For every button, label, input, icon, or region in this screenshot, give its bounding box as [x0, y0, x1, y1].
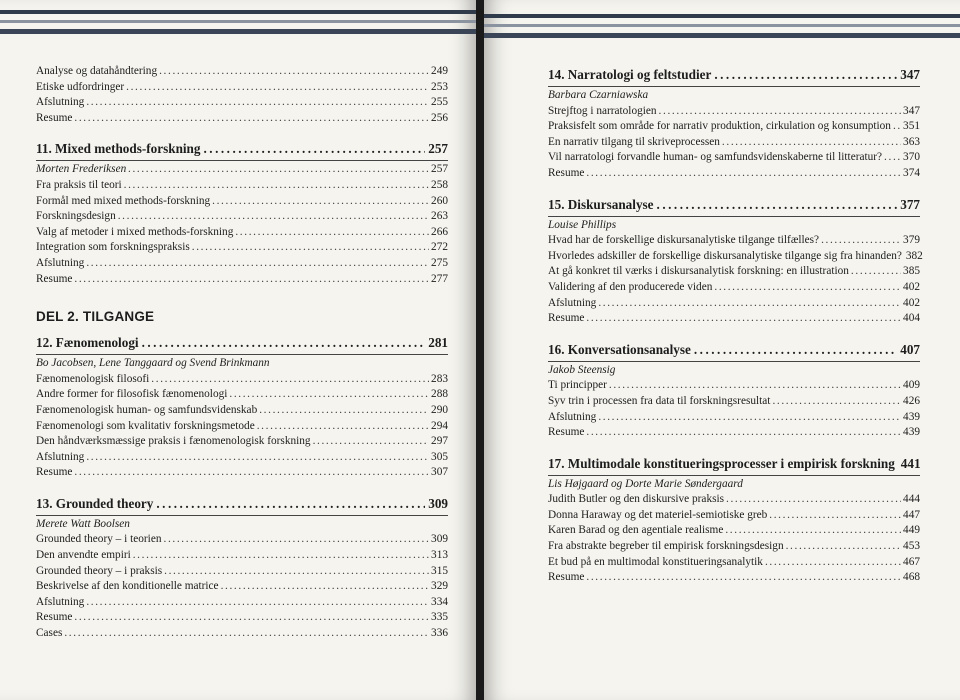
chapter-author [36, 160, 448, 178]
book-gutter [476, 0, 484, 700]
chapter-block [548, 196, 923, 327]
table-of-contents-left [36, 64, 448, 642]
dot-leader [694, 341, 897, 359]
chapter-heading [36, 140, 448, 158]
dot-leader [586, 570, 901, 586]
chapter-block [548, 455, 920, 586]
entry-title: Donna Haraway og det materiel-semiotiske greb [548, 508, 768, 521]
dot-leader [86, 450, 429, 466]
toc-entry [548, 508, 920, 524]
entry-page: 379 [903, 234, 920, 247]
entry-page: 363 [903, 135, 920, 148]
chapter-page: 347 [900, 67, 920, 82]
dot-leader [598, 296, 901, 312]
entry-title: Fra abstrakte begreber til empirisk forskningsdesign [548, 540, 784, 553]
dot-leader [86, 95, 429, 111]
entry-page: 374 [903, 166, 920, 179]
toc-entry [548, 311, 920, 327]
toc-entry [548, 166, 920, 182]
entry-title: Ti principper [548, 379, 607, 392]
entry-page: 335 [431, 611, 448, 624]
entry-page: 404 [903, 312, 920, 325]
entry-title: Strejftog i narratologien [548, 104, 657, 117]
entry-title: Grounded theory – i teorien [36, 533, 162, 546]
toc-entry [36, 111, 448, 127]
entry-title: Afslutning [548, 410, 597, 423]
dot-leader [598, 410, 901, 426]
toc-entry [548, 150, 920, 166]
dot-leader [851, 264, 901, 280]
dot-leader [133, 548, 429, 564]
chapter-author: Bo Jacobsen, Lene Tanggaard og Svend Brinkmann [36, 354, 448, 372]
entry-page: 258 [431, 178, 448, 191]
chapter-heading [548, 341, 920, 359]
dot-leader [769, 508, 901, 524]
entry-page: 382 [905, 249, 923, 262]
chapter-author: Louise Phillips [548, 216, 920, 234]
entry-page: 370 [903, 151, 920, 164]
entry-page: 447 [903, 508, 920, 521]
chapter-author: Merete Watt Boolsen [36, 515, 448, 533]
dot-leader [257, 419, 429, 435]
entry-page: 402 [903, 280, 920, 293]
dot-leader [221, 579, 429, 595]
entry-title: Afslutning [548, 296, 597, 309]
entry-title: Hvorledes adskiller de forskellige diskursanalytiske tilgange sig fra hinanden? [548, 249, 902, 262]
entry-page: 309 [431, 533, 448, 546]
table-of-contents-right [548, 66, 923, 586]
entry-title: Fænomenologi som kvalitativ forskningsmetode [36, 419, 255, 432]
chapter-page: 407 [900, 341, 920, 357]
chapter-heading [36, 334, 448, 352]
entry-title: Fra praksis til teori [36, 178, 122, 191]
entry-title: Afslutning [36, 96, 85, 109]
entry-title: Resume [548, 426, 585, 439]
entry-title: Hvad har de forskellige diskursanalytiske tilgange tilfælles? [548, 234, 820, 247]
header-rules [0, 10, 476, 40]
chapter-block [36, 140, 448, 287]
dot-leader [786, 539, 901, 555]
dot-leader [159, 64, 429, 80]
entry-title: Afslutning [36, 256, 85, 269]
chapter-block [36, 495, 448, 642]
toc-entry [36, 64, 448, 80]
chapter-block [548, 341, 920, 441]
dot-leader [142, 334, 426, 352]
entry-page: 468 [903, 571, 920, 584]
entry-title: Syv trin i processen fra data til forskningsresultat [548, 394, 771, 407]
entry-title: Resume [548, 166, 585, 179]
header-rule [484, 14, 960, 18]
header-rule [0, 20, 476, 23]
entry-title: Resume [36, 111, 73, 124]
entry-title: Andre former for filosofisk fænomenologi [36, 388, 228, 401]
entry-page: 313 [431, 549, 448, 562]
header-rules [484, 14, 960, 44]
dot-leader [86, 595, 429, 611]
entry-page: 305 [431, 450, 448, 463]
entry-title: Grounded theory – i praksis [36, 564, 163, 577]
entry-title: Etiske udfordringer [36, 80, 125, 93]
header-rule [0, 29, 476, 34]
dot-leader [126, 80, 429, 96]
toc-entry [36, 178, 448, 194]
toc-entry [36, 532, 448, 548]
entry-page: 249 [431, 65, 448, 77]
entry-title: Resume [548, 312, 585, 325]
toc-entry [36, 610, 448, 626]
chapter-heading [548, 196, 920, 214]
dot-leader [884, 150, 901, 166]
toc-entry [36, 579, 448, 595]
entry-title: Afslutning [36, 595, 85, 608]
toc-entry [36, 80, 448, 96]
right-page [484, 0, 960, 700]
entry-page: 351 [903, 120, 920, 133]
toc-entry [548, 492, 920, 508]
entry-page: 266 [431, 225, 448, 238]
toc-entry [548, 523, 920, 539]
entry-page: 297 [431, 435, 448, 448]
entry-title: Et bud på en multimodal konstitueringsanalytik [548, 555, 763, 568]
entry-page: 329 [431, 580, 448, 593]
entry-page: 409 [903, 379, 920, 392]
dot-leader [74, 465, 429, 481]
chapter-title: 13. Grounded theory [36, 495, 154, 511]
entry-page: 253 [431, 80, 448, 93]
dot-leader [609, 378, 901, 394]
chapter-author: Lis Højgaard og Dorte Marie Søndergaard [548, 475, 920, 493]
dot-leader [64, 626, 429, 642]
header-rule [484, 24, 960, 27]
dot-leader [74, 272, 429, 288]
chapter-title: 16. Konversationsanalyse [548, 341, 691, 357]
toc-entry [36, 548, 448, 564]
dot-leader [714, 66, 897, 84]
dot-leader [124, 178, 429, 194]
dot-leader [586, 166, 901, 182]
toc-entry [548, 394, 920, 410]
entry-title: Fænomenologisk filosofi [36, 372, 150, 385]
entry-page: 336 [431, 627, 448, 640]
toc-entry [548, 296, 920, 312]
entry-title: Judith Butler og den diskursive praksis [548, 493, 725, 506]
toc-entry [548, 249, 923, 265]
entry-title: Karen Barad og den agentiale realisme [548, 524, 724, 537]
entry-page: 275 [431, 256, 448, 269]
dot-leader [726, 492, 901, 508]
entry-title: Integration som forskningspraksis [36, 241, 190, 254]
entry-page: 255 [431, 96, 448, 109]
dot-leader [164, 564, 429, 580]
toc-entry [548, 378, 920, 394]
chapter-page: 309 [428, 495, 448, 511]
entry-title: Den anvendte empiri [36, 549, 131, 562]
toc-entry [36, 95, 448, 111]
toc-entry [36, 450, 448, 466]
dot-leader [192, 240, 429, 256]
dot-leader [156, 495, 425, 513]
toc-entry [548, 104, 920, 120]
toc-entry [36, 225, 448, 241]
toc-entry [36, 434, 448, 450]
chapter-title: 14. Narratologi og feltstudier [548, 67, 712, 82]
header-rule [0, 10, 476, 14]
dot-leader [586, 311, 901, 327]
toc-entry [548, 264, 920, 280]
entry-page: 315 [431, 564, 448, 577]
chapter-heading [548, 66, 920, 84]
toc-entry [36, 272, 448, 288]
entry-page: 260 [431, 194, 448, 207]
dot-leader [164, 532, 430, 548]
toc-entry [36, 209, 448, 225]
toc-entry [548, 119, 920, 135]
dot-leader [657, 196, 898, 214]
entry-page: 426 [903, 394, 920, 407]
dot-leader [725, 523, 901, 539]
chapter-heading [36, 495, 448, 513]
part-title: DEL 2. TILGANGE [36, 309, 155, 325]
toc-entry [36, 256, 448, 272]
chapter-author: Jakob Steensig [548, 361, 920, 379]
dot-leader [659, 104, 902, 120]
toc-entry [36, 194, 448, 210]
entry-page: 288 [431, 388, 448, 401]
author-page: 257 [431, 163, 448, 176]
entry-page: 402 [903, 296, 920, 309]
dot-leader [259, 403, 429, 419]
chapter-page: 441 [900, 455, 921, 471]
dot-leader [235, 225, 429, 241]
dot-leader [151, 372, 429, 388]
left-page [0, 0, 476, 700]
entry-title: Resume [548, 571, 585, 584]
dot-leader [204, 140, 426, 158]
chapter-title: 11. Mixed methods-forskning [36, 141, 201, 157]
toc-entry [548, 410, 920, 426]
dot-leader [229, 387, 429, 403]
entry-page: 347 [903, 104, 920, 117]
entry-page: 263 [431, 210, 448, 223]
entry-title: En narrativ tilgang til skriveprocessen [548, 135, 720, 148]
entry-page: 439 [903, 426, 920, 439]
chapter-page: 377 [900, 196, 920, 212]
chapter-page: 281 [428, 335, 448, 351]
entry-title: Fænomenologisk human- og samfundsvidenskab [36, 403, 258, 416]
entry-page: 444 [903, 493, 920, 506]
chapter-block [548, 66, 920, 182]
dot-leader [74, 610, 429, 626]
entry-page: 385 [903, 265, 920, 278]
entry-title: At gå konkret til værks i diskursanalytisk forskning: en illustration [548, 265, 849, 278]
entry-title: Analyse og datahåndtering [36, 65, 158, 77]
toc-entry [36, 387, 448, 403]
entry-title: Validering af den producerede viden [548, 280, 713, 293]
chapter-title: 17. Multimodale konstitueringsprocesser i empirisk forskning [548, 455, 895, 471]
header-rule [484, 33, 960, 38]
dot-leader [74, 111, 429, 127]
entry-title: Praksisfelt som område for narrativ produktion, cirkulation og konsumption [548, 120, 891, 133]
entry-title: Resume [36, 611, 73, 624]
entry-page: 307 [431, 466, 448, 479]
dot-leader [765, 555, 901, 571]
entry-title: Formål med mixed methods-forskning [36, 194, 211, 207]
dot-leader [714, 280, 901, 296]
dot-leader [212, 194, 429, 210]
entry-title: Resume [36, 466, 73, 479]
dot-leader [821, 233, 901, 249]
chapter-author: Barbara Czarniawska [548, 86, 920, 104]
entry-title: Cases [36, 627, 63, 640]
toc-entry [36, 595, 448, 611]
entry-title: Beskrivelse af den konditionelle matrice [36, 580, 219, 593]
entry-page: 334 [431, 595, 448, 608]
entry-page: 467 [903, 555, 920, 568]
toc-entry [36, 372, 448, 388]
entry-page: 277 [431, 272, 448, 285]
dot-leader [118, 209, 429, 225]
entry-title: Vil narratologi forvandle human- og samfundsvidenskaberne til litteratur? [548, 151, 883, 164]
dot-leader [128, 162, 429, 178]
dot-leader [586, 425, 901, 441]
dot-leader [86, 256, 429, 272]
toc-entry [36, 240, 448, 256]
dot-leader [722, 135, 901, 151]
entry-page: 272 [431, 241, 448, 254]
entry-page: 453 [903, 540, 920, 553]
dot-leader [772, 394, 901, 410]
toc-entry [36, 564, 448, 580]
toc-entry [548, 135, 920, 151]
toc-entry [36, 465, 448, 481]
chapter-page: 257 [428, 141, 448, 157]
entry-title: Forskningsdesign [36, 210, 116, 223]
toc-entry [548, 570, 920, 586]
toc-entry [36, 626, 448, 642]
entry-title: Resume [36, 272, 73, 285]
entry-page: 256 [431, 111, 448, 124]
toc-entry [36, 403, 448, 419]
entry-page: 294 [431, 419, 448, 432]
entry-title: Valg af metoder i mixed methods-forskning [36, 225, 234, 238]
entry-title: Afslutning [36, 450, 85, 463]
entry-page: 439 [903, 410, 920, 423]
chapter-heading [548, 455, 920, 473]
chapter-title: 15. Diskursanalyse [548, 196, 654, 212]
author-name: Morten Frederiksen [36, 163, 127, 176]
chapter-block [36, 334, 448, 481]
chapter-title: 12. Fænomenologi [36, 335, 139, 351]
toc-entry [548, 280, 920, 296]
toc-entry [548, 555, 920, 571]
toc-entry [36, 419, 448, 435]
entry-page: 283 [431, 372, 448, 385]
dot-leader [893, 119, 901, 135]
entry-title: Den håndværksmæssige praksis i fænomenologisk forskning [36, 435, 311, 448]
entry-page: 290 [431, 403, 448, 416]
toc-entry [548, 233, 920, 249]
dot-leader [313, 434, 429, 450]
toc-entry [548, 539, 920, 555]
entry-page: 449 [903, 524, 920, 537]
toc-entry [548, 425, 920, 441]
